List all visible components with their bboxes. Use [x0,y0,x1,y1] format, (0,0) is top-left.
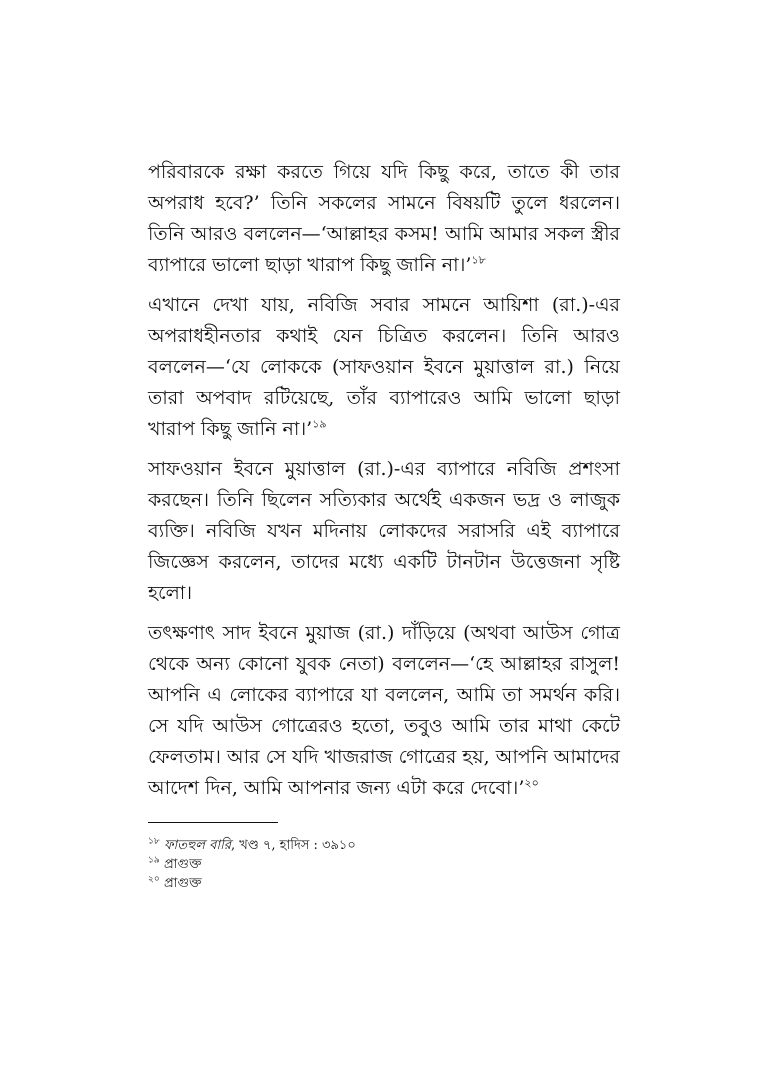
footnote-ref: ১৮ [471,253,486,267]
text-line-content: আদেশ দিন, আমি আপনার জন্য এটা করে দেবো।’ [148,777,525,799]
paragraph [148,618,620,804]
text-line: আপনি এ লোকের ব্যাপারে যা বললেন, আমি তা সমর্থন করি। [148,684,620,706]
page-body [148,157,620,893]
text-line: তৎক্ষণাৎ সাদ ইবনে মুয়াজ (রা.) দাঁড়িয়ে (অথবা আউস গোত্র [148,622,620,644]
footnote-ref: ২০ [524,776,539,790]
footnote-divider [148,822,278,823]
footnote [148,874,620,893]
footnote-text: প্রাগুক্ত [163,876,202,891]
text-line: জিজ্ঞেস করলেন, তাদের মধ্যে একটি টানটান উত্তেজনা সৃষ্টি [148,551,620,573]
text-line: ফেলতাম। আর সে যদি খাজরাজ গোত্রের হয়, আপনি আমাদের [148,746,620,768]
footnote [148,855,620,874]
text-line: তিনি আরও বললেন—‘আল্লাহর কসম! আমি আমার সকল স্ত্রীর [148,223,620,245]
text-line: সে যদি আউস গোত্রেরও হতো, তবুও আমি তার মাথা কেটে [148,715,620,737]
text-line: পরিবারকে রক্ষা করতে গিয়ে যদি কিছু করে, তাতে কী তার [148,161,620,183]
text-line: থেকে অন্য কোনো যুবক নেতা) বললেন—‘হে আল্লাহর রাসুল! [148,653,620,675]
text-line: হলো। [148,582,193,604]
footnote-ref: ১৯ [312,417,327,431]
text-line-content: খারাপ কিছু জানি না।’ [148,418,313,440]
footnote [148,836,620,855]
text-line: সাফওয়ান ইবনে মুয়াত্তাল (রা.)-এর ব্যাপারে নবিজি প্রশংসা [148,458,620,480]
text-line: এখানে দেখা যায়, নবিজি সবার সামনে আয়িশা (রা.)-এর [148,294,620,316]
text-line: তারা অপবাদ রটিয়েছে, তাঁর ব্যাপারেও আমি ভালো ছাড়া [148,387,620,409]
text-line-content: ব্যাপারে ভালো ছাড়া খারাপ কিছু জানি না।’ [148,254,472,276]
text-line [148,250,620,281]
paragraph [148,290,620,445]
text-line: বললেন—‘যে লোককে (সাফওয়ান ইবনে মুয়াত্তাল রা.) নিয়ে [148,356,620,378]
paragraph [148,454,620,609]
footnote-text: প্রাগুক্ত [163,857,202,872]
footnotes [148,822,620,893]
text-line: অপরাধহীনতার কথাই যেন চিত্রিত করলেন। তিনি আরও [148,325,620,347]
text-line: ব্যক্তি। নবিজি যখন মদিনায় লোকদের সরাসরি এই ব্যাপারে [148,520,620,542]
text-line: করছেন। তিনি ছিলেন সত্যিকার অর্থেই একজন ভদ্র ও লাজুক [148,489,620,511]
footnote-source-title: ফাতহুল বারি [163,838,231,853]
footnote-details: , খণ্ড ৭, হাদিস : ৩৯১০ [230,838,356,853]
footnote-number: ১৯ [148,855,160,866]
text-line [148,414,620,445]
footnote-number: ১৮ [148,836,160,847]
text-line: অপরাধ হবে?’ তিনি সকলের সামনে বিষয়টি তুলে ধরলেন। [148,192,620,214]
paragraph [148,157,620,281]
footnote-number: ২০ [148,874,160,885]
text-line [148,773,620,804]
